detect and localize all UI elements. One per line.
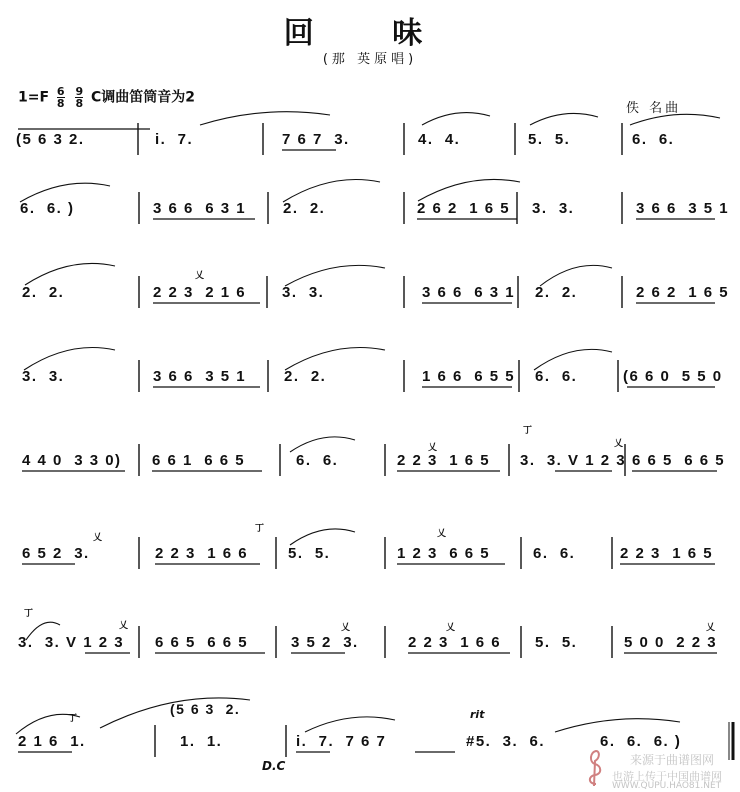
ritardando-mark: rit <box>470 708 485 721</box>
slur <box>25 263 115 285</box>
measure: i. 7. 7 6 7 <box>296 733 387 750</box>
measure: 2. 2. <box>284 368 327 385</box>
slur <box>290 529 355 545</box>
ornament-mark: 丁 <box>68 714 78 724</box>
measure: 1 2 3 6 6 5 <box>397 545 491 562</box>
composer-credit: 佚 名曲 <box>626 101 682 116</box>
measure: 3. 3. <box>532 200 575 217</box>
slur <box>418 179 520 201</box>
ornament-mark: 乂 <box>446 623 456 633</box>
ornament-mark: 乂 <box>119 621 129 631</box>
measure: 5. 5. <box>288 545 331 562</box>
key-signature <box>18 86 195 109</box>
measure: 6 5 2 3. <box>22 545 90 562</box>
measure: 5. 5. <box>535 634 578 651</box>
alternate-ending: (5 6 3 2. <box>170 701 241 717</box>
measure: 6 6 5 6 6 5 <box>155 634 249 651</box>
measure: 1. 1. <box>180 733 223 750</box>
ornament-mark: 乂 <box>195 271 205 281</box>
ornament-mark: 乂 <box>614 439 624 449</box>
measure: 5 0 0 2 2 3 <box>624 634 718 651</box>
measure: 2 2 3 2 1 6 <box>153 284 247 301</box>
measure: 4. 4. <box>418 131 461 148</box>
measure: (6 6 0 5 5 0 <box>623 368 723 385</box>
measure: 1 6 6 6 5 5 <box>422 368 516 385</box>
measure: i. 7. <box>155 131 194 148</box>
measure: 5. 5. <box>528 131 571 148</box>
slur <box>534 349 612 370</box>
time-signature-6-8: $\frac{6}{8}$ <box>56 85 65 110</box>
measure: 3 6 6 3 5 1 <box>636 200 730 217</box>
measure: 4 4 0 3 3 0) <box>22 452 122 469</box>
time-signature-9-8: $\frac{9}{8}$ <box>75 85 84 110</box>
key-tonic: 1=F <box>18 89 50 106</box>
measure: 2 2 3 1 6 6 <box>408 634 502 651</box>
ornament-mark: 丁 <box>523 426 533 436</box>
measure: 3 5 2 3. <box>291 634 359 651</box>
ornament-mark: 乂 <box>341 623 351 633</box>
measure: 2 6 2 1 6 5 <box>636 284 730 301</box>
measure: 3. 3. <box>282 284 325 301</box>
ornament-mark: 乂 <box>93 533 103 543</box>
slur <box>555 719 680 732</box>
measure: 6 6 1 6 6 5 <box>152 452 246 469</box>
measure: 6. 6. <box>535 368 578 385</box>
treble-clef-logo <box>580 748 610 788</box>
measure: 7 6 7 3. <box>282 131 350 148</box>
watermark-line: 来源于曲谱图网 <box>630 753 715 767</box>
measure: 3 6 6 6 3 1 <box>153 200 247 217</box>
measure: 6. 6. ) <box>20 200 75 217</box>
measure: 6. 6. <box>533 545 576 562</box>
measure: 2. 2. <box>535 284 578 301</box>
slur <box>530 113 598 125</box>
slur <box>285 348 385 371</box>
slur <box>540 265 612 286</box>
measure: 2 2 3 1 6 5 <box>620 545 714 562</box>
measure: 3 6 6 3 5 1 <box>153 368 247 385</box>
slur <box>200 112 330 125</box>
measure: 6. 6. <box>632 131 675 148</box>
measure: 3. 3. V 1 2 3 <box>18 634 125 651</box>
measure: 3 6 6 6 3 1 <box>422 284 516 301</box>
slur <box>285 265 385 286</box>
instrument-note: C调曲笛筒音为2 <box>90 89 195 106</box>
ornament-mark: 乂 <box>428 443 438 453</box>
slur <box>283 180 380 203</box>
measure: 6. 6. 6. ) <box>600 733 682 750</box>
measure: 2 1 6 1. <box>18 733 86 750</box>
measure: 2 2 3 1 6 5 <box>397 452 491 469</box>
measure: 2. 2. <box>22 284 65 301</box>
measure: 3. 3. V 1 2 3 <box>520 452 627 469</box>
measure: 6. 6. <box>296 452 339 469</box>
watermark-line: WWW.QUPU.HAO81.NET <box>612 781 722 791</box>
ornament-mark: 丁 <box>255 524 265 534</box>
measure: 2. 2. <box>283 200 326 217</box>
measure: (5 6 3 2. <box>16 131 85 148</box>
measure: 2 6 2 1 6 5 <box>417 200 511 217</box>
measure: 3. 3. <box>22 368 65 385</box>
slur <box>290 437 355 452</box>
slur <box>305 717 395 732</box>
watermark-line: 也游上传于中国曲谱网 <box>612 770 722 783</box>
page-title: 回 味 <box>283 16 457 51</box>
page-subtitle: (那 英原唱) <box>322 52 418 67</box>
ornament-mark: 丁 <box>24 609 34 619</box>
measure: #5. 3. 6. <box>466 733 546 750</box>
ornament-mark: 乂 <box>437 529 447 539</box>
measure: 6 6 5 6 6 5 <box>632 452 726 469</box>
da-capo-mark: D.C <box>262 759 286 773</box>
ornament-mark: 乂 <box>706 623 716 633</box>
measure: 2 2 3 1 6 6 <box>155 545 249 562</box>
slur <box>422 113 490 125</box>
slur <box>24 348 115 371</box>
